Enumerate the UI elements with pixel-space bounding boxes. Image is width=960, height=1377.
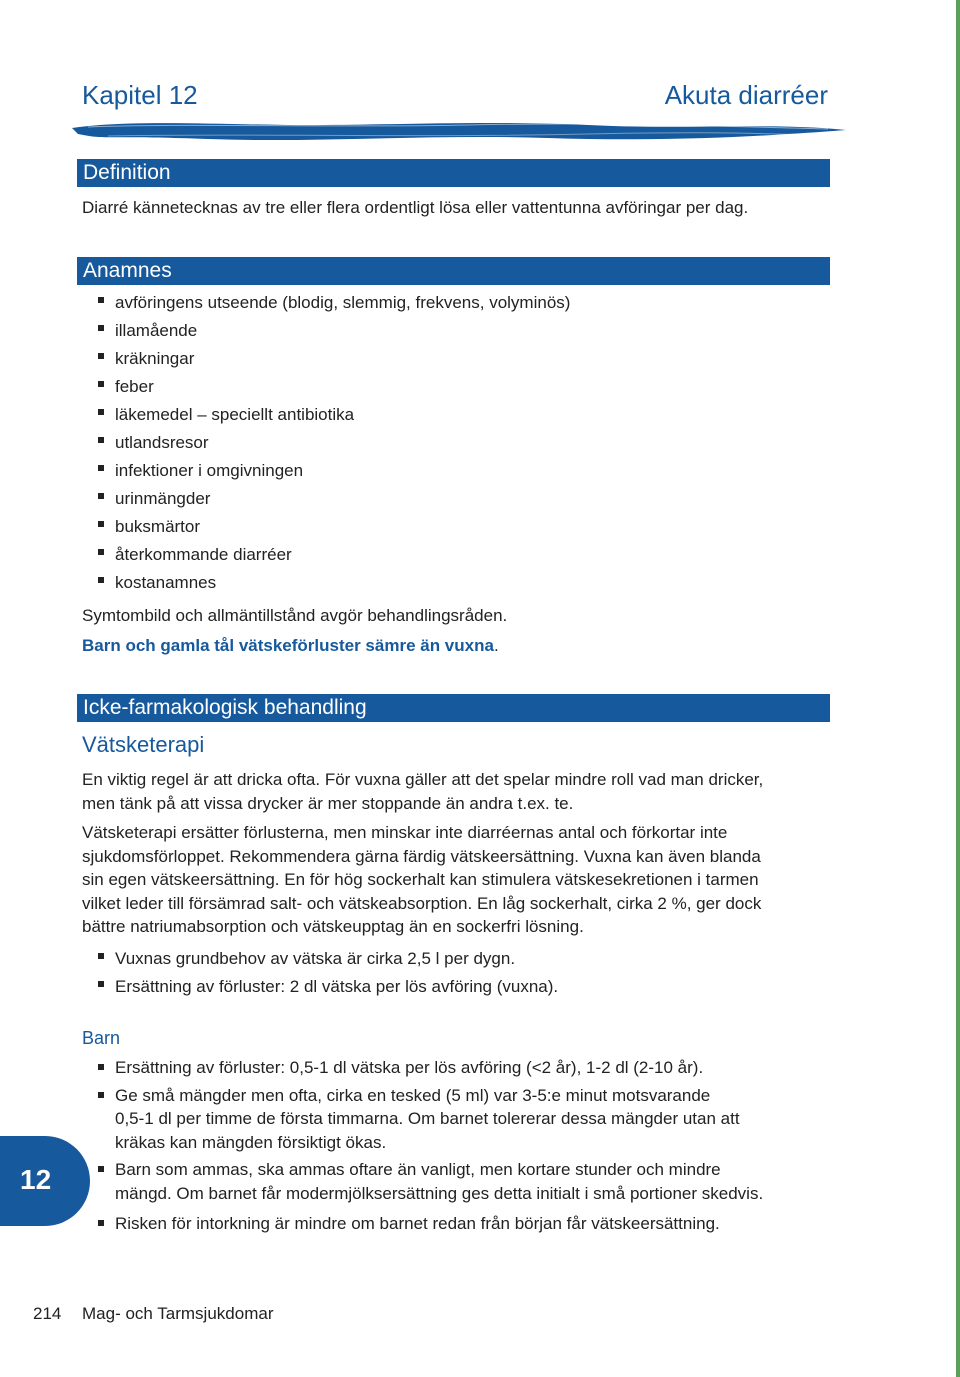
square-bullet-icon [98,297,104,303]
list-item: infektioner i omgivningen [82,457,570,485]
list-item: kostanamnes [82,569,570,597]
square-bullet-icon [98,381,104,387]
anamnes-list [82,289,570,597]
list-item: illamående [82,317,570,345]
list-item: återkommande diarréer [82,541,570,569]
square-bullet-icon [98,521,104,527]
square-bullet-icon [98,1092,104,1098]
chapter-title: Akuta diarréer [664,80,828,110]
list-item: utlandsresor [82,429,570,457]
anamnes-note: Symtombild och allmäntillstånd avgör behandlingsråden. [82,606,508,625]
chapter-header [82,80,828,116]
list-item: Ersättning av förluster: 2 dl vätska per lös avföring (vuxna). [82,973,558,1001]
behandling-heading: Icke-farmakologisk behandling [77,694,830,722]
chapter-number: Kapitel 12 [82,80,198,110]
square-bullet-icon [98,549,104,555]
square-bullet-icon [98,465,104,471]
anamnes-heading: Anamnes [77,257,830,285]
square-bullet-icon [98,1220,104,1226]
list-item: Risken för intorkning är mindre om barnet redan från början får vätskeersättning. [82,1212,763,1236]
vatsketerapi-subheading: Vätsketerapi [82,732,205,757]
square-bullet-icon [98,981,104,987]
definition-text: Diarré kännetecknas av tre eller flera ordentligt lösa eller vattentunna avföringar per dag. [82,198,749,217]
list-item: avföringens utseende (blodig, slemmig, frekvens, volyminös) [82,289,570,317]
footer-book-title: Mag- och Tarmsjukdomar [82,1304,274,1323]
list-item: kräkningar [82,345,570,373]
list-item: buksmärtor [82,513,570,541]
vuxna-bullet-list [82,945,558,1001]
list-item: Barn som ammas, ska ammas oftare än vanligt, men kortare stunder och mindre mängd. Om barnet får modermjölksersättning ges detta initialt i små portioner skedvis. [82,1158,763,1205]
barn-heading: Barn [82,1028,121,1048]
chapter-tab: 12 [0,1136,90,1226]
square-bullet-icon [98,409,104,415]
square-bullet-icon [98,1166,104,1172]
page-number: 214 [33,1304,62,1323]
anamnes-bold-note: Barn och gamla tål vätskeförluster sämre än vuxna. [82,636,499,655]
square-bullet-icon [98,577,104,583]
vatsketerapi-para2: Vätsketerapi ersätter förlusterna, men minskar inte diarréernas antal och förkortar inte sjukdomsförloppet. Rekommendera gärna färdig vätskeersättning. Vuxna kan även blanda sin egen vätskeersättning. En för hög sockerhalt kan stimulera vätskesekretionen i tarmen vilket leder till försämrad salt- och vätskeabsorption. En låg sockerhalt, cirka 2 %, ger dock bättre natriumabsorption och vätskeupptag än en sockerfri lösning. [82,823,762,936]
list-item: feber [82,373,570,401]
list-item: Ge små mängder men ofta, cirka en tesked (5 ml) var 3-5:e minut motsvarande 0,5-1 dl per timme de första timmarna. Om barnet tolererar dessa mängder utan att kräkas kan mängden försiktigt ökas. [82,1084,763,1155]
square-bullet-icon [98,493,104,499]
square-bullet-icon [98,353,104,359]
square-bullet-icon [98,437,104,443]
page-edge-stripe [956,0,960,1377]
square-bullet-icon [98,1064,104,1070]
square-bullet-icon [98,325,104,331]
brush-stroke-divider [68,116,848,146]
barn-bullet-list [82,1056,763,1236]
definition-heading: Definition [77,159,830,187]
list-item: läkemedel – speciellt antibiotika [82,401,570,429]
square-bullet-icon [98,953,104,959]
vatsketerapi-para1: En viktig regel är att dricka ofta. För vuxna gäller att det spelar mindre roll vad man dricker, men tänk på att vissa drycker är mer stoppande än andra t.ex. te. [82,770,764,813]
list-item: Ersättning av förluster: 0,5-1 dl vätska per lös avföring (<2 år), 1-2 dl (2-10 år). [82,1056,763,1080]
list-item: Vuxnas grundbehov av vätska är cirka 2,5 l per dygn. [82,945,558,973]
list-item: urinmängder [82,485,570,513]
